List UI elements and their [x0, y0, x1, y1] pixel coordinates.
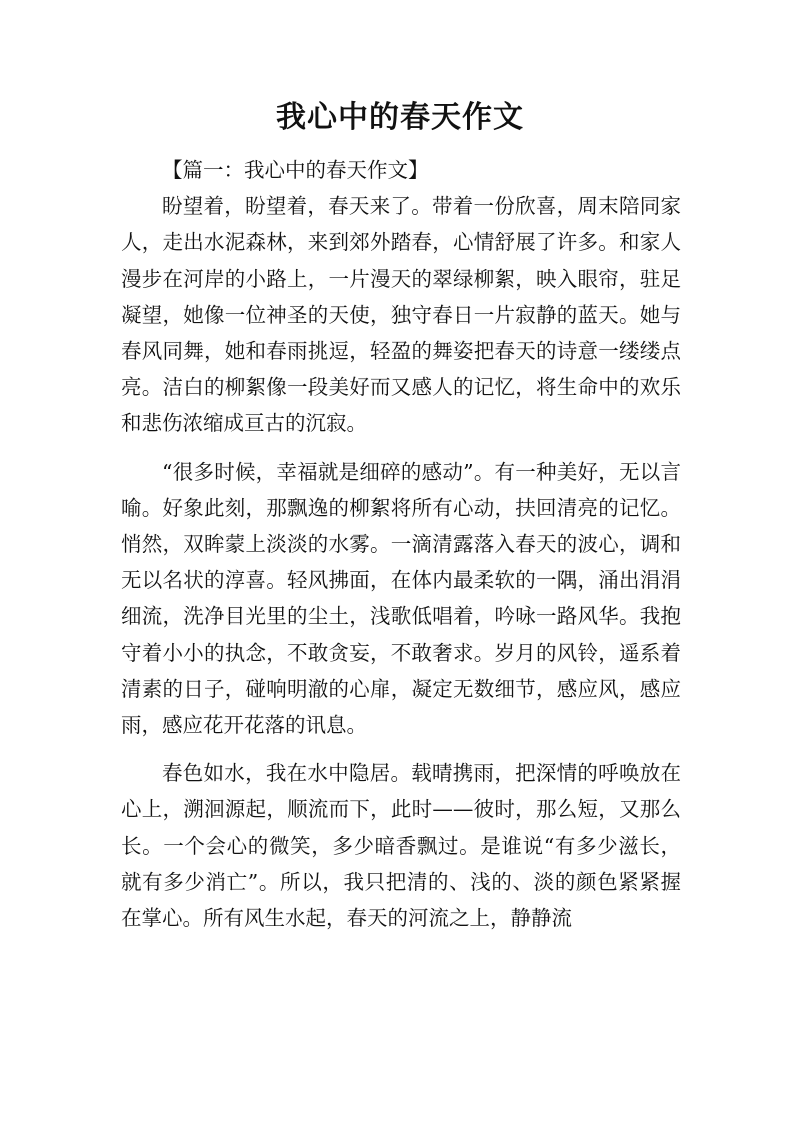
document-title: 我心中的春天作文 [276, 100, 524, 135]
document-body [121, 152, 681, 936]
paragraph-3: 春色如水，我在水中隐居。载晴携雨，把深情的呼唤放在心上，溯洄源起，顺流而下，此时——彼时，那么短，又那么长。一个会心的微笑，多少暗香飘过。是谁说“有多少滋长，就有多少消亡”。所以，我只把清的、浅的、淡的颜色紧紧握在掌心。所有风生水起，春天的河流之上，静静流 [121, 761, 681, 931]
paragraph-2: “很多时候，幸福就是细碎的感动”。有一种美好，无以言喻。好象此刻，那飘逸的柳絮将所有心动，扶回清亮的记忆。悄然，双眸蒙上淡淡的水雾。一滴清露落入春天的波心，调和无以名状的淳喜。轻风拂面，在体内最柔软的一隅，涌出涓涓细流，洗净目光里的尘土，浅歌低唱着，吟咏一路风华。我抱守着小小的执念，不敢贪妄，不敢奢求。岁月的风铃，遥系着清素的日子，碰响明澈的心扉，凝定无数细节，感应风，感应雨，感应花开花落的讯息。 [121, 459, 681, 738]
paragraph-1: 盼望着，盼望着，春天来了。带着一份欣喜，周末陪同家人，走出水泥森林，来到郊外踏春，心情舒展了许多。和家人漫步在河岸的小路上，一片漫天的翠绿柳絮，映入眼帘，驻足凝望，她像一位神圣的天使，独守春日一片寂静的蓝天。她与春风同舞，她和春雨挑逗，轻盈的舞姿把春天的诗意一缕缕点亮。洁白的柳絮像一段美好而又感人的记忆，将生命中的欢乐和悲伤浓缩成亘古的沉寂。 [121, 194, 681, 436]
section-heading: 【篇一：我心中的春天作文】 [162, 158, 429, 182]
